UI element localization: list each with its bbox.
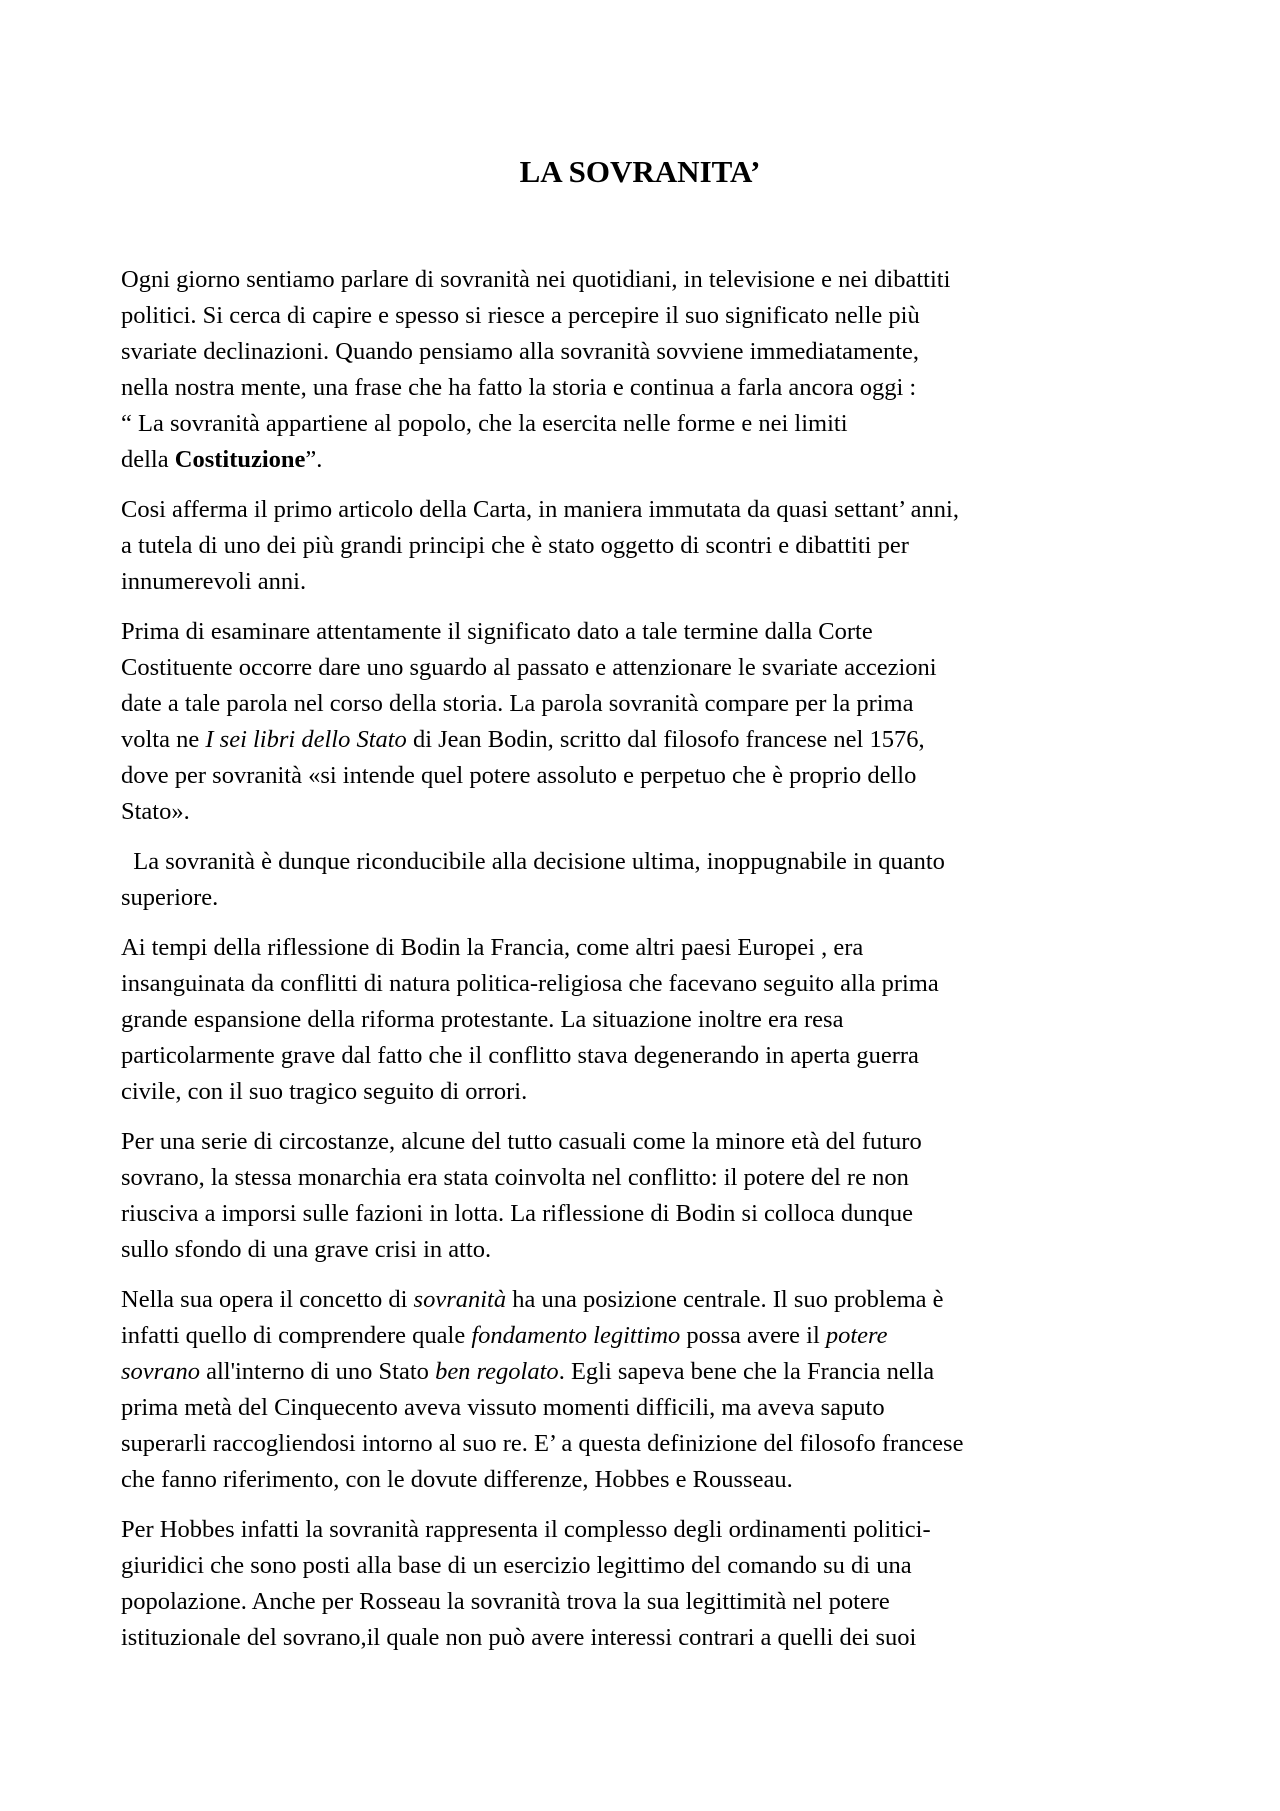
text-line: Prima di esaminare attentamente il significato dato a tale termine dalla Corte — [121, 618, 873, 645]
text-line: Ai tempi della riflessione di Bodin la Francia, come altri paesi Europei , era — [121, 934, 864, 961]
text-line: svariate declinazioni. Quando pensiamo alla sovranità sovviene immediatamente, — [121, 338, 920, 365]
text-line: dove per sovranità «si intende quel potere assoluto e perpetuo che è proprio dello — [121, 762, 917, 789]
text-fragment: . Egli sapeva bene che la Francia nella — [558, 1358, 935, 1385]
italic-text: ben regolato — [435, 1358, 559, 1385]
text-line — [121, 1354, 1171, 1390]
text-fragment: Nella sua opera il concetto di — [121, 1286, 414, 1313]
paragraph-3 — [121, 614, 1171, 830]
text-line: sovrano, la stessa monarchia era stata coinvolta nel conflitto: il potere del re non — [121, 1164, 909, 1191]
text-line: civile, con il suo tragico seguito di orrori. — [121, 1078, 528, 1105]
text-line: grande espansione della riforma protestante. La situazione inoltre era resa — [121, 1006, 844, 1033]
text-line: insanguinata da conflitti di natura politica-religiosa che facevano seguito alla prima — [121, 970, 939, 997]
page-title: LA SOVRANITA’ — [519, 154, 761, 189]
text-line: Ogni giorno sentiamo parlare di sovranità nei quotidiani, in televisione e nei dibattiti — [121, 266, 951, 293]
text-line: giuridici che sono posti alla base di un esercizio legittimo del comando su di una — [121, 1552, 912, 1579]
text-line: sullo sfondo di una grave crisi in atto. — [121, 1236, 492, 1263]
italic-text: sovranità — [413, 1286, 507, 1313]
italic-text: fondamento legittimo — [471, 1322, 681, 1349]
document-body — [121, 262, 1171, 1670]
italic-text: sovrano — [121, 1358, 200, 1385]
text-line: “ La sovranità appartiene al popolo, che la esercita nelle forme e nei limiti — [121, 410, 848, 437]
italic-text: I sei libri dello Stato — [205, 726, 407, 753]
text-line: date a tale parola nel corso della storia. La parola sovranità compare per la prima — [121, 690, 914, 717]
text-line: innumerevoli anni. — [121, 568, 307, 595]
text-line: riusciva a imporsi sulle fazioni in lotta. La riflessione di Bodin si colloca dunque — [121, 1200, 913, 1227]
text-line: politici. Si cerca di capire e spesso si riesce a percepire il suo significato nelle più — [121, 302, 920, 329]
text-fragment: infatti quello di comprendere quale — [121, 1322, 472, 1349]
text-line — [121, 1318, 1171, 1354]
text-line: superiore. — [121, 884, 219, 911]
text-line — [121, 722, 1171, 758]
italic-text: potere — [825, 1322, 888, 1349]
text-line: istituzionale del sovrano,il quale non può avere interessi contrari a quelli dei suoi — [121, 1624, 917, 1651]
text-fragment: all'interno di uno Stato — [199, 1358, 436, 1385]
text-line: a tutela di uno dei più grandi principi che è stato oggetto di scontri e dibattiti per — [121, 532, 909, 559]
text-fragment: volta ne — [121, 726, 206, 753]
text-line: Costituente occorre dare uno sguardo al passato e attenzionare le svariate accezioni — [121, 654, 937, 681]
text-line: Stato». — [121, 798, 190, 825]
text-line: nella nostra mente, una frase che ha fatto la storia e continua a farla ancora oggi : — [121, 374, 917, 401]
text-fragment: possa avere il — [680, 1322, 826, 1349]
bold-text: Costituzione — [174, 446, 306, 473]
text-line — [121, 1282, 1171, 1318]
text-line: popolazione. Anche per Rosseau la sovranità trova la sua legittimità nel potere — [121, 1588, 890, 1615]
paragraph-8 — [121, 1512, 1171, 1656]
text-fragment: ha una posizione centrale. Il suo problema è — [506, 1286, 944, 1313]
text-line — [121, 442, 1171, 478]
paragraph-7 — [121, 1282, 1171, 1498]
text-line: Per Hobbes infatti la sovranità rappresenta il complesso degli ordinamenti politici- — [121, 1516, 931, 1543]
text-line: La sovranità è dunque riconducibile alla decisione ultima, inoppugnabile in quanto — [121, 848, 945, 875]
text-line: Per una serie di circostanze, alcune del tutto casuali come la minore età del futuro — [121, 1128, 922, 1155]
paragraph-4 — [121, 844, 1171, 916]
text-fragment: della — [121, 446, 175, 473]
text-line: Cosi afferma il primo articolo della Carta, in maniera immutata da quasi settant’ anni, — [121, 496, 959, 523]
paragraph-1 — [121, 262, 1171, 478]
text-fragment: di Jean Bodin, scritto dal filosofo francese nel 1576, — [406, 726, 925, 753]
text-line: che fanno riferimento, con le dovute differenze, Hobbes e Rousseau. — [121, 1466, 793, 1493]
paragraph-5 — [121, 930, 1171, 1110]
text-line: particolarmente grave dal fatto che il conflitto stava degenerando in aperta guerra — [121, 1042, 919, 1069]
text-fragment: ”. — [305, 446, 323, 473]
text-line: prima metà del Cinquecento aveva vissuto momenti difficili, ma aveva saputo — [121, 1394, 885, 1421]
paragraph-2 — [121, 492, 1171, 600]
paragraph-6 — [121, 1124, 1171, 1268]
text-line: superarli raccogliendosi intorno al suo re. E’ a questa definizione del filosofo francese — [121, 1430, 964, 1457]
